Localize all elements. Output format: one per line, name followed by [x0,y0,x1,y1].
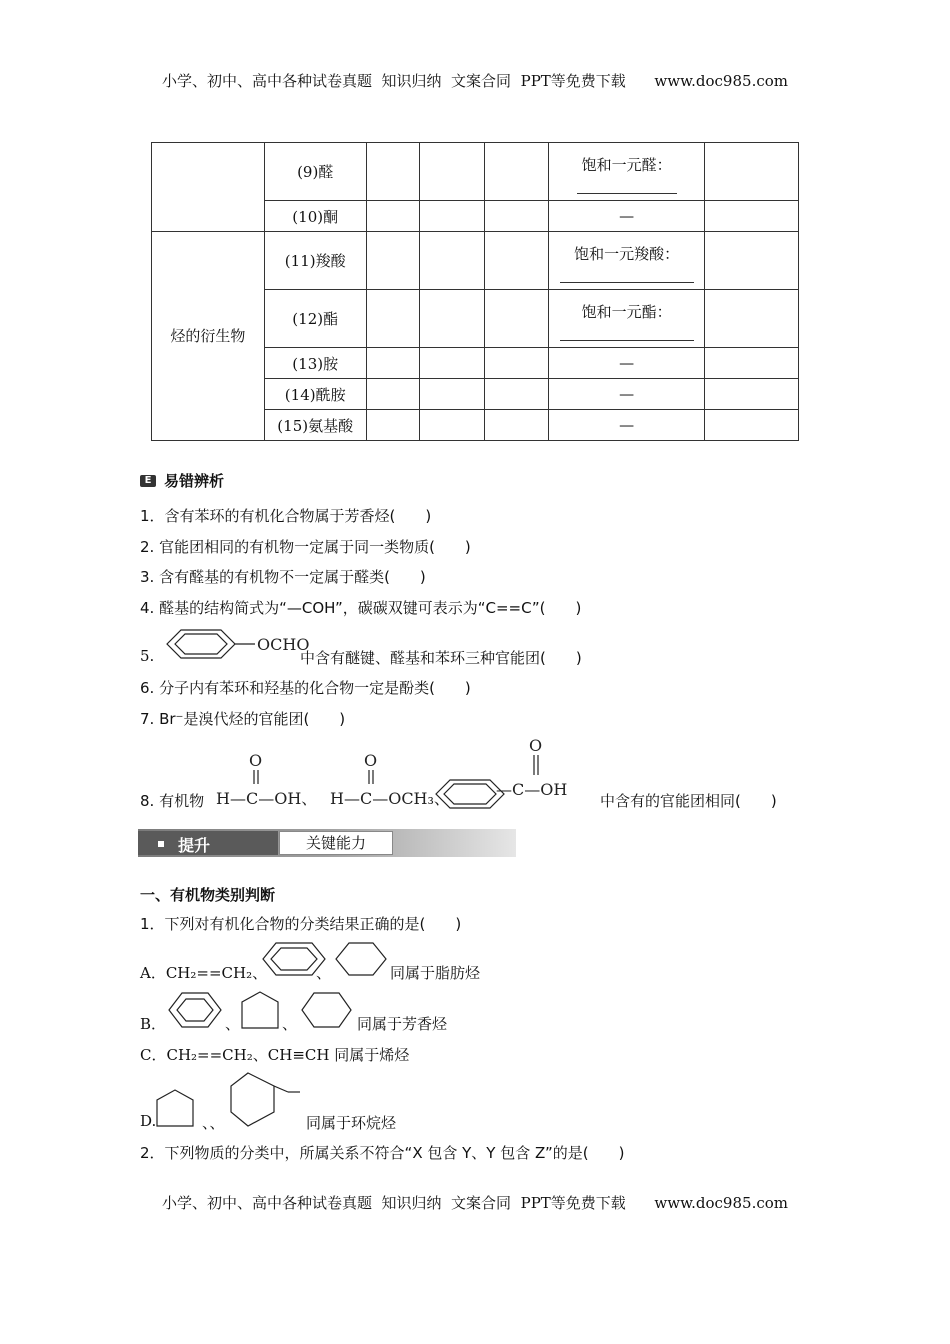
row-name: (9)醛 [264,143,366,201]
formic-acid-label: H—C—OH、 [216,789,318,808]
error-item-5: 中含有醚键、醛基和苯环三种官能团( ) [300,649,582,667]
ocho-label: OCHO [257,635,310,654]
benzoic-acid-structure [432,735,602,810]
error-item-3: 3. 含有醛基的有机物不一定属于醛类( ) [140,568,426,586]
error-item-8-prefix: 8. 有机物 [140,792,205,810]
option-d-sep: 、、 [202,1114,225,1132]
formula-cell: 饱和一元醛： [549,143,705,201]
formula-cell: — [549,201,705,232]
error-item-2: 2. 官能团相同的有机物一定属于同一类物质( ) [140,538,471,556]
error-item-5-number: 5. [140,647,155,665]
cyclopentane-ring-d [155,1088,201,1128]
error-item-4: 4. 醛基的结构简式为“—COH”，碳碳双键可表示为“C==C”( ) [140,599,582,617]
error-item-7: 7. Br⁻是溴代烃的官能团( ) [140,710,346,728]
cyclopentane-ring-b [240,990,286,1030]
formula-cell: 饱和一元羧酸： [549,232,705,290]
formula-cell: — [549,348,705,379]
formula-cell: — [549,379,705,410]
benzoic-acid-label: —C—OH [496,780,568,799]
error-item-8: 中含有的官能团相同( ) [600,792,777,810]
o-label: O [529,736,543,755]
option-d-suffix: 同属于环烷烃 [306,1114,397,1132]
option-c: C．CH₂==CH₂、CH≡CH 同属于烯烃 [140,1046,410,1064]
section-title-errors: E 易错辨析 [140,470,224,491]
question-1: 1．下列对有机化合物的分类结果正确的是( ) [140,915,462,933]
page-header: 小学、初中、高中各种试卷真题 知识归纳 文案合同 PPT等免费下载 www.doc985.com [161,72,788,90]
o-label: O [249,751,263,770]
classification-table [151,142,799,441]
methyl-formate-label: H—C—OCH₃、 [330,789,450,808]
row-name: (15)氨基酸 [264,410,366,441]
section-icon: E [140,475,156,487]
banner-left-label: 提升 [178,836,211,855]
benzene-ether-aldehyde-structure [163,626,310,666]
error-item-1: 1．含有苯环的有机化合物属于芳香烃( ) [140,507,432,525]
question-2: 2．下列物质的分类中，所属关系不符合“X 包含 Y、Y 包含 Z”的是( ) [140,1144,625,1162]
formula-cell: — [549,410,705,441]
o-label: O [364,751,378,770]
banner-square-icon [158,841,164,847]
row-name: (14)酰胺 [264,379,366,410]
section-heading: 一、有机物类别判断 [140,886,276,904]
error-item-6: 6. 分子内有苯环和羟基的化合物一定是酚类( ) [140,679,471,697]
option-a-sep: 、 [316,964,332,982]
option-b-sep1: 、 [225,1015,241,1033]
option-b-prefix: B． [140,1015,167,1033]
cyclohexane-ring-b [299,990,357,1030]
banner-right-label: 关键能力 [279,831,393,855]
option-d-prefix: D. [140,1112,157,1130]
group-cell-empty [152,143,265,232]
formula-cell: 饱和一元酯： [549,290,705,348]
option-b-sep2: 、 [282,1015,298,1033]
option-a-prefix: A．CH₂==CH₂、 [140,964,268,982]
row-name: (10)酮 [264,201,366,232]
option-a-suffix: 同属于脂肪烃 [390,964,481,982]
cyclohexene-ring [333,940,393,978]
row-name: (12)酯 [264,290,366,348]
group-label: 烃的衍生物 [152,232,265,441]
ethylcyclohexane-structure [228,1070,308,1132]
row-name: (11)羧酸 [264,232,366,290]
ability-banner [138,829,516,861]
row-name: (13)胺 [264,348,366,379]
page-footer: 小学、初中、高中各种试卷真题 知识归纳 文案合同 PPT等免费下载 www.doc985.com [161,1194,788,1212]
option-b-suffix: 同属于芳香烃 [357,1015,448,1033]
benzene-ring-b [166,990,230,1030]
